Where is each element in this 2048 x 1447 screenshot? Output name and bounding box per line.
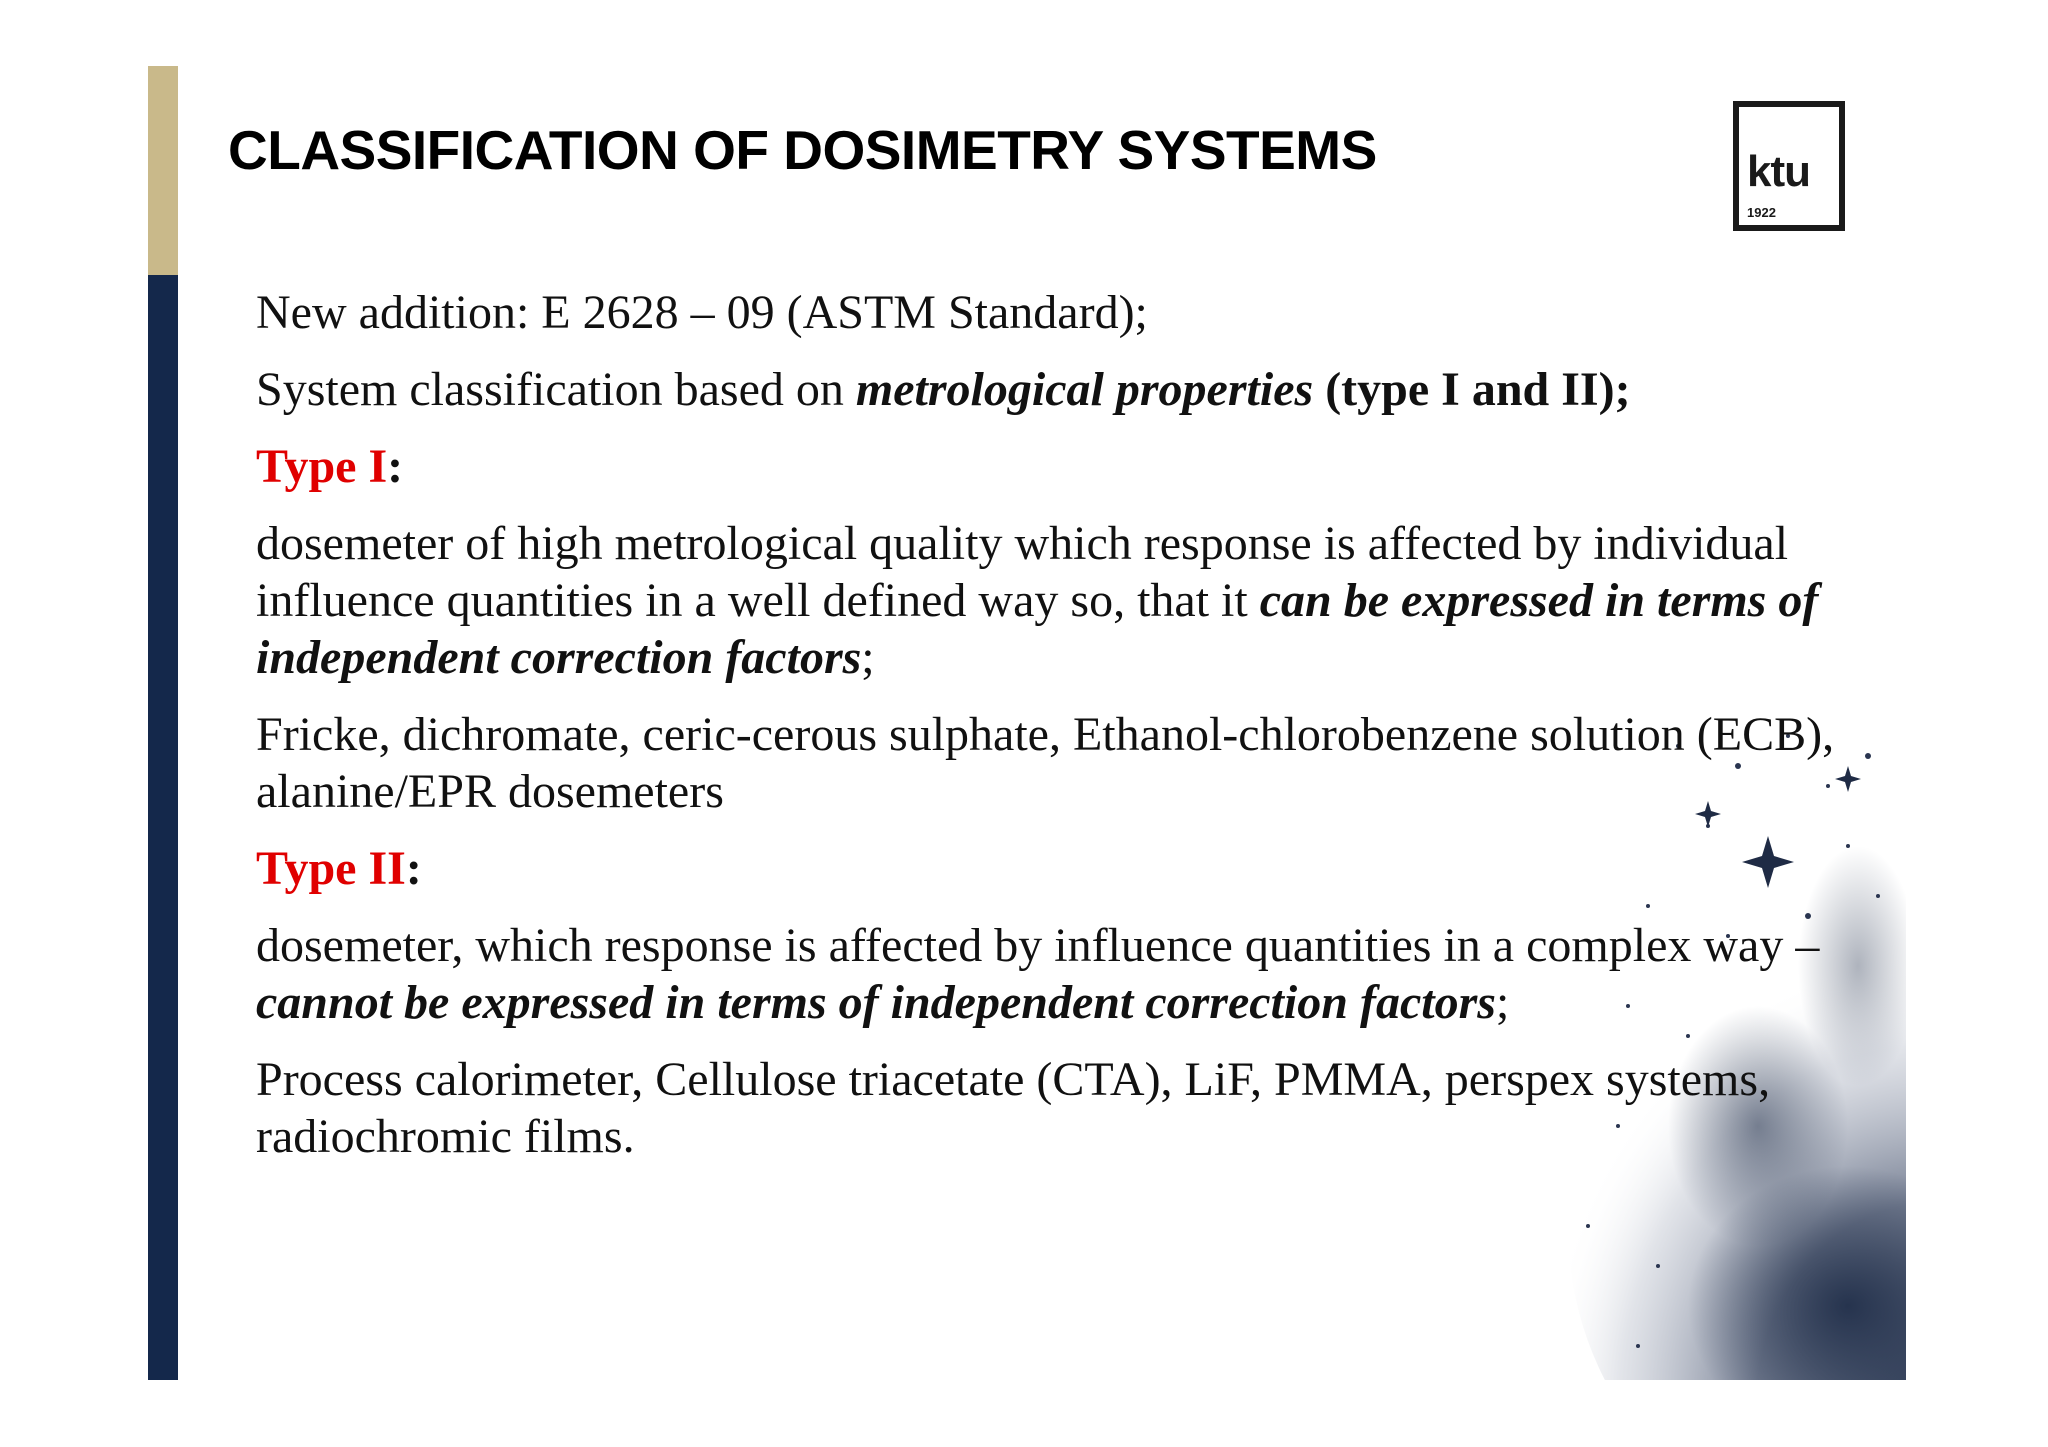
type2-desc-emph: cannot be expressed in terms of independent correction factors xyxy=(256,976,1496,1029)
new-addition-text: New addition: E 2628 – 09 (ASTM Standard); xyxy=(256,286,1148,339)
ktu-logo xyxy=(1733,101,1845,231)
type1-examples-text: Fricke, dichromate, ceric-cerous sulphate, Ethanol-chlorobenzene solution (ECB), alanine/EPR dosemeters xyxy=(256,708,1835,818)
type2-examples xyxy=(256,1051,1886,1165)
type1-heading xyxy=(256,438,1886,495)
logo-year: 1922 xyxy=(1747,205,1776,220)
slide xyxy=(148,66,1906,1380)
logo-text: ktu xyxy=(1747,147,1810,196)
type2-examples-text: Process calorimeter, Cellulose triacetate (CTA), LiF, PMMA, perspex systems, radiochromic films. xyxy=(256,1053,1771,1163)
type1-desc-end: ; xyxy=(861,631,875,684)
type2-label: Type II xyxy=(256,842,406,895)
type2-desc-plain: dosemeter, which response is affected by influence quantities in a complex way – xyxy=(256,919,1820,972)
type1-desc-plain: dosemeter of high metrological quality which response is affected by individual influence quantities in a well defined way so, that it xyxy=(256,517,1789,627)
type1-examples xyxy=(256,706,1886,820)
type2-desc-end: ; xyxy=(1495,976,1510,1029)
type1-description xyxy=(256,515,1886,686)
classification-prefix: System classification based on xyxy=(256,363,856,416)
classification-emph: metrological properties xyxy=(855,363,1314,416)
paragraph-new-addition xyxy=(256,284,1886,341)
type1-label: Type I xyxy=(256,440,388,493)
type1-desc-emph: can be expressed in terms of independent correction factors xyxy=(256,574,1819,684)
accent-bar-gold xyxy=(148,66,178,275)
slide-body xyxy=(256,284,1886,1185)
type2-colon: : xyxy=(405,842,422,895)
type2-heading xyxy=(256,840,1886,897)
paragraph-classification xyxy=(256,361,1886,418)
type1-colon: : xyxy=(387,440,404,493)
type2-description xyxy=(256,917,1886,1031)
slide-title: CLASSIFICATION OF DOSIMETRY SYSTEMS xyxy=(228,119,1377,181)
accent-bar-navy xyxy=(148,275,178,1380)
classification-suffix: (type I and II); xyxy=(1313,363,1631,416)
